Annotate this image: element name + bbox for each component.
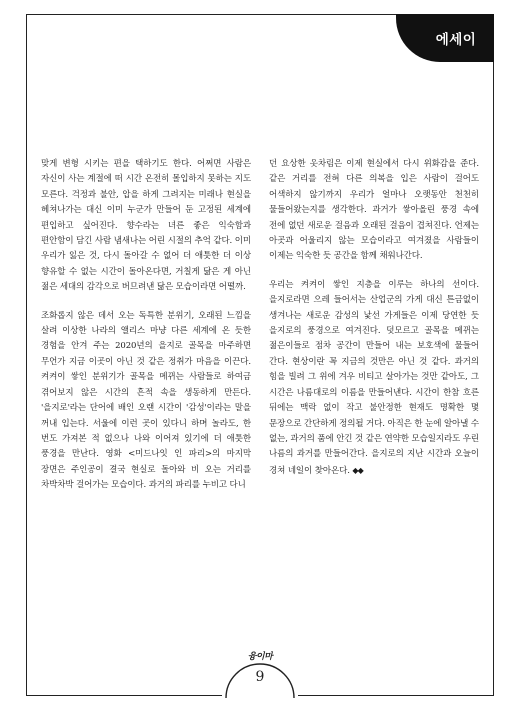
paragraph: 조화롭지 않은 데서 오는 독특한 분위기, 오래된 느낌을 살려 이상한 나라의 앨리스 마냥 다른 세계에 온 듯한 경험을 안겨 주는 2020년의 을지로 골목을 마주하면 무언가 지금 이곳이 아닌 것 같은 정취가 마음을 이끈다. 켜켜이 쌓인 분위기가 골목을 메뀌는 사람들로 하여금 겪어보지 않은 시간의 흔적 속을 생동하게 만든다. '을지로'라는 단어에 배인 오랜 시간이 '감성'이라는 말을 꺼내 입는다. 서울에 이런 곳이 있다니 하며 놀라도, 한 번도 가져본 적 없으나 나와 이어져 있기에 더 애틋한 풍경을 만난다. 영화 <미드나잇 인 파리>의 마지막 장면은 주인공이 결국 현실로 돌아와 비 오는 거리를 차박차박 걸어가는 모습이다. 과거의 파리를 누비고 다니 [41,310,251,491]
paragraph [269,278,479,479]
section-tab [396,14,494,62]
magazine-logo: 융이마 [247,652,273,662]
article-body [41,157,479,557]
column-left [41,157,251,557]
paragraph: 던 요상한 옷차림은 이제 현실에서 다시 위화감을 준다. 같은 거리를 전혀 다른 의복을 입은 사람이 걸어도 어색하지 않기까지 우리가 얼마나 오랫동안 천천히 물들어왔는지를 생각한다. 과거가 쌓아올린 풍경 속에 전에 없던 새로운 걸음과 오래된 걸음이 겹쳐진다. 언제는 아곳과 어울리지 않는 모습이라고 여겨졌을 사람들이 이제는 익숙한 듯 공간을 함께 채워나간다. [269,159,479,262]
end-mark-icon: ◆◆ [352,465,363,475]
column-right [269,157,479,557]
paragraph: 맞게 변형 시키는 편을 택하기도 한다. 어쩌면 사람은 자신이 사는 계절에 떠 시간 온전히 몰입하지 못하는 지도 모른다. 걱정과 불안, 압을 하게 그려지는 미래나 현실을 헤쳐나가는 대신 이미 누군가 만들어 둔 고정된 세계에 편입하고 싶어진다. 향수라는 녀른 좋은 익숙함과 편안함이 담긴 사람 냄새나는 어린 시절의 추억 같다. 이미 우리가 잃은 것, 다시 돌아갈 수 없어 더 애틋한 더 이상 향유할 수 없는 시간이 돌아온다면, 거칠게 닮은 게 아닌 젊은 세대의 감각으로 버므려낸 닮은 모습이라면 어떨까. [41,159,251,293]
page-number: 9 [255,669,265,685]
section-tab-label: 에세이 [435,32,477,48]
paragraph-text: 우리는 켜켜이 쌓인 지층을 이루는 하나의 선이다. 을지로라면 으레 들어서는 산업군의 가게 대신 튼금없이 생겨나는 새로운 감성의 낯선 가게들은 이제 당연한 듯 을지로의 풍경으로 여겨진다. 덧모르고 골목을 메뀌는 젊은이들로 점차 공간이 만들어 내는 보호색에 물들어 간다. 현상이란 꼭 지금의 것만은 아닌 것 같다. 과거의 힘을 빌려 그 위에 겨우 비티고 살아가는 것만 같아도, 그 시간은 나름대로의 이름을 만들어낸다. 시간이 한참 흐른 뒤에는 맥락 없이 작고 불안정한 현재도 명확한 몇 문장으로 간단하게 정의될 거다. 아직은 한 눈에 알아낼 수 없는, 과거의 품에 안긴 것 같은 연약한 모습일지라도 우린 나름의 과거를 만들어간다. 을지로의 지난 시간과 오늘이 경쳐 네일이 찾아온다. [269,279,479,476]
page-footer [222,642,298,696]
page-frame [26,14,494,696]
